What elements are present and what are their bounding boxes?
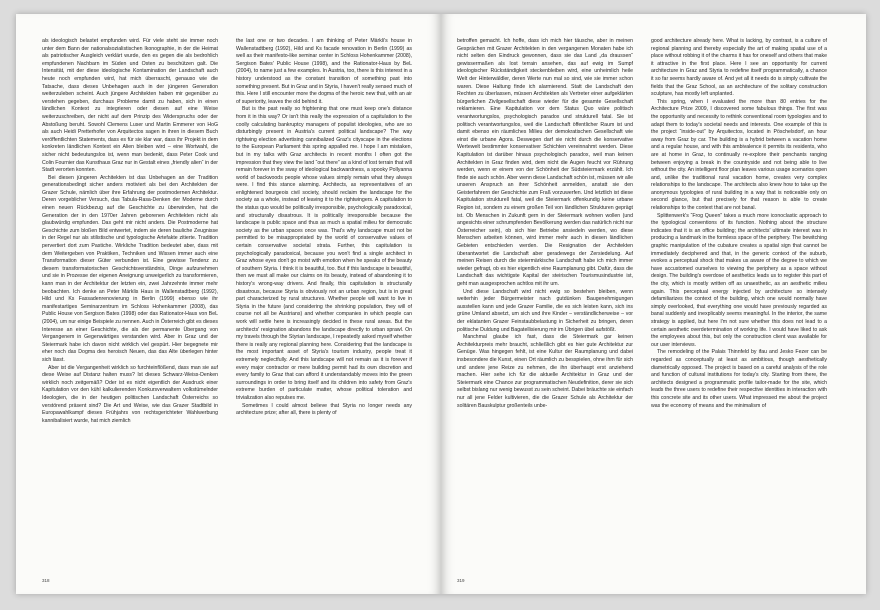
book-spread [16,14,866,594]
paragraph: Bei diesen jüngeren Architekten ist das Unbehagen an der Tradition generationsbedingt sicher anders motiviert als bei den Architekten der Grazer Schule, nämlich über ihre Erfahrung der postmodernen Architektur. Deren vorgeblicher Versuch, das Tabula-Rasa-Denken der Moderne durch einen neuen Rückbezug auf die Geschichte zu überwinden, hat die Generation der in den 1970er Jahren geborenen Architekten nicht als glaubwürdig empfunden. Das geht mir nicht anders. Die Postmoderne hat Geschichte zum bloßen Bild entwertet, indem sie deren bauliche Zeugnisse in der Regel nur als stilistische und typologische Artefakte zitierte. Tradition pervertiert dort zum Pastiche. Wirkliche Tradition bedeutet aber, dass mit dem Weitergeben von Praktiken, Techniken und Wissen immer auch eine Transformation dieser Güter verbunden ist. Eine gewisse Tendenz zu diesem transformatorischen Geschichtsverständnis, Dinge aufzunehmen und sie in Prozesse der eigenen Aneignung unweigerlich zu transformieren, kann man in der Architektur der letzten ein, zwei Jahrzehnte immer mehr beobachten. Ich denke an Peter Märklis Haus in Wallenstadtberg (1992), Hild und Ks Fassadenrenovierung in Berlin (1999) ebenso wie ihr manifestartiges Seminarzentrum im Schloss Hohenkammer (2008), das Public House von Sergison Bates (1998) oder das Rationator-Haus von BeL (2004), um nur einige Beispiele zu nennen. Auch in Österreich gibt es dieses Interesse an einer Geschichte, die als der permanente Übergang von Vergangenem in Gegenwärtiges verstanden wird. Aber in Graz und der Steiermark habe ich davon nicht wirklich viel gespürt. Hier begegnete mir eher noch das Dogma des heroisch Neuen, das das Alte überlegen hinter sich lässt. [42,174,218,363]
paragraph: Und diese Landschaft wird nicht ewig so bestehen bleiben, wenn weiterhin jeder Bürgermeister nach gutdünken Baugenehmigungen ausstellen kann und jede Grazer Familie, die es sich leisten kann, sich ins grüne Umland absetzt, um sich und ihre Kinder – verständlicherweise – vor der eklatanten Grazer Feinstaubbelastung in Sicherheit zu bringen, deren politische Duldung und Bagatellisierung mir im Übrigen übel aufstößt. [457,288,633,333]
left-page-english-column [236,38,412,568]
paragraph: Aber ist die Vergangenheit wirklich so furchteinflößend, dass man sie auf diese Weise auf Distanz halten muss? Ist dieses Schwarz-Weiss-Denken wirklich noch zeitgemäß? Oder ist es nicht eigentlich der Ausdruck einer Kapitulation vor den kühl kalkulierenden Konkursverwaltern volkstümelnder Ideologien, die in der heutigen politischen Landschaft Österreichs so verstörend präsent sind? Die Art und Weise, wie das Grazer Stadtbild in Europawahlkampf dieses Frühjahrs von rechtsgerichteter Wahlwerbung kannibalisiert wurde, hat mich ziemlich [42,364,218,424]
paragraph: Manchmal glaube ich fast, dass die Steiermark gar keinen Architekturpreis mehr braucht, schließlich gibt es hier gute Architektur zur Genüge. Was hingegen fehlt, ist eine Kultur der Raumplanung und dabei insbesondere die Kunst, einen Ort räumlich zu besspielen, ohne ihm für sich und andere jene Reize zu nehmen, die ihn überhaupt erst anziehend machen. Hier sehe ich für die aktuelle Architektur in Graz und der Steiermark eine Chance zur programmatischen Neudefinition, derer sie sich selbst bislang nur wenig bewusst zu sein scheint. Dabei bräuchte sie einfach nur all jene Felder kultivieren, die die Grazer Schule als Architektur der solitären Bauskulptur großenteils unbe- [457,334,633,409]
paragraph: betroffen gemacht. Ich hoffe, dass ich mich hier täusche, aber in meinen Gesprächen mit Grazer Architekten in den vergangenen Monaten habe ich nicht selten den Eindruck gewonnen, dass sie das Land „da draussen“ gewissermaßen als lost terrain ansehen, das auf ewig im Sumpf ideologischer Rückständigkeit steckenbleiben wird, eine unheimlich heile Welt der Hinterwäldler, deren Werte nun mal so sind, wie sie immer schon waren. Diese Haltung finde ich alarmierend. Statt die Landschaft den Rechten zu überlassen, müssen Architekten als Vertreter einer aufgeklärten bürgerlichen Zivilgesellschaft diese wieder für die gesamte Gesellschaft reklamieren. Eine Kapitulation vor dem Status Quo wäre politisch verantwortungslos, psychologisch paradox und strukturell fatal. Sie ist politisch verantwortungslos, weil die Landschaft öffentlicher Raum ist und damit ebenso ein räumliches Milieu der demokratischen Gesellschaft wie einst die urbane Agora. Deswegen darf sie nicht durch die konservative Wertewelt bestimmter konservativer Schichten vereinnahmt werden. Diese Kapitulation ist darüber hinaus psychologisch paradox, weil man keinen Architekten in Graz finden wird, dem nicht die Augen feucht vor Rührung werden, wenn er einem von der Schönheit der Südsteiermark erzählt. Ich finde sie auch schön. Aber wenn diese Landschaft schön ist, müssen wir alle unseren Anspruch an ihrer Schönheit anmelden, anstatt sie den Geisterfahrern der Geschichte zum Fraß vorzuwerfen. Und letztlich ist diese Kapitulation strukturell fatal, weil die Steiermark offenkundig keine urbane Region ist, sondern zu einem großen Teil von ländlichen Strukturen geprägt ist. Ob Menschen in Zukunft gern in der Steiermark wohnen wollen (und angesichts einer schrumpfenden Bevölkerung werden das natürlich nicht nur Österreicher sein), ob sich hier Betriebe ansiedeln werden, wo diese Menschen arbeiten können, wird immer mehr auch in diesen ländlichen Gebieten entschieden werden. Die Resignation der Architekten überantwortet die Landschaft aber geradewegs der Zersiedelung. Auf meinen Reisen durch die steiermärkische Landschaft habe ich mich immer wieder gefragt, ob es hier eigentlich eine Raumplanung gibt. Dafür, dass die Landschaft das wichtigste Kapital der steirischen Tourismusindustrie ist, geht man ausgesprochen achtlos mit ihr um. [457,38,633,287]
left-page-german-column [42,38,218,568]
paragraph: But is the past really so frightening that one must keep one's distance from it in this way? Or isn't this really the expression of a capitulation to the coolly calculating bankruptcy managers of populist ideologies, who are so disturbingly present in Austria's current political landscape? The way rightwing election advertising cannibalized Graz's cityscape in the elections to the European Parliament this spring appalled me. I hope I am mistaken, but in my talks with Graz architects in recent months I often got the impression that they view the land “out there” as a kind of lost terrain that will remain forever in the sway of ideological backwardness, a spooky Pollyanna world of backwoods people whose values simply remain what they always were. I find this stance alarming. Architects, as representatives of an enlightened bourgeois civil society, should reclaim the landscape for the society as a whole, instead of leaving it to the rightwingers. A capitulation to the status quo would be politically irresponsible, psychologically paradoxical, and structurally disastrous. It is politically irresponsible because the landscape is public space and thus as much a spatial milieu for democratic society as the urban spaces once was. That's why landscape must not be permitted to be misappropriated by the world of conservative values of certain conservative societal strata. Further, this capitulation is psychologically paradoxical, because you won't find a single architect in Graz whose eyes don't go moist with emotion when he speaks of the beauty of southern Styria. I think it is beautiful, too. But if this landscape is beautiful, then we must all make our claims on its beauty, instead of abandoning it to history's wrong-way drivers. And finally, this capitulation is structurally disastrous, because Styria is obviously not an urban region, but is in great part characterized by rural structures. Whether people will want to live in Styria in the future (and considering the shrinking population, they will of course not all be Austrians) and whether companies in which people can work will settle here is increasingly decided in these rural areas. But the architects' resignation abandons the landscape directly to urban sprawl. On my travels through the Styrian landscape, I repeatedly asked myself whether there is really any regional planning here. Considering that the landscape is the most important asset of Styria's tourism industry, people treat it extremely neglectfully. And this landscape will not remain as it is forever if every major contractor or mere building permit had its own discretion and every family to Graz that can afford it understandably moves into the green surroundings in order to bring itself and its children into safety from Graz's extreme burden of particulate matter, whose political toleration and trivialization also repulses me. [236,106,412,401]
paragraph: This spring, when I evaluated the more than 80 entries for the Architecture Prize 2009, I discovered some fabulous things. The first was the opportunity and necessity to rethink conventional room typologies and to adapt them to today's societal needs and interests. One example of this is the project “inside-out” by Arquitectos, located in Pöschelsdorf, an hour away from Graz by car. The building is a hybrid between a vacation home and a regular house, and with this ambivalence it permits its residents, who are at home in Graz, to continually re-explore their penchants ranging between enjoying a break in the countryside and not being able to live without the city. An intelligent floor plan leaves various usage scenarios open and, unlike the traditional rural vacation home, creates very complex relationships to the landscape. The architects also knew how to take up the anonymous typologies of rural building in a way that is noticeable only on second glance, but that precisely for that reason is able to create relationships to the context that are not banal. [651,98,827,212]
right-page-english-column [651,38,827,568]
paragraph: Sometimes I could almost believe that Styria no longer needs any architecture prize; after all, there is plenty of [236,402,412,417]
page-number: 319 [457,578,465,583]
left-page [16,14,441,594]
paragraph: The remodeling of the Palais Thinnfeld by ifau and Jesko Fezer can be regarded as conceptually at least as ambitious, though aesthetically diametrically opposed. The project is based on a careful analysis of the role and function of cultural institutions for today's city. Starting from there, the architects designed a programmatic profile tailor-made for the site, which leads the three users to redefine their respective identities in interaction with this concrete site and its other users. What impressed me about the project was the economy of means and the minimalism of [651,349,827,409]
page-number: 318 [42,578,50,583]
paragraph: Splittenwerk's “Frog Queen” takes a much more iconoclastic approach to the typological conventions of its function. Nothing about the structure indicates that it is an office building; the architects' ultimate interest was in producing a landmark in the formless space of the periphery. The bewitching graphic manipulation of the cubature creates a spatial sign that cannot be immediately deciphered and that, in the generic context of the suburb, evokes a perceptual shock that makes us aware of the degree to which we have accustomed ourselves to viewing the periphery as a space without design. The building's overdose of aesthetics leads us to register this part of the city, which is mostly written off as unaesthetic, as an aesthetic milieu again. This perceptual energy injected by architecture so intensely defamiliarizes the context of the building, which one would normally have simply overlooked, that everything one would have previously regarded as banal suddenly and inexplicably seems meaningful. In the interior, the same strategy is applied, but here I'm not sure whether this does not lead to a certain aesthetic overdetermination of working life. I would have liked to ask the employees about this, but only the construction client was available for our user interviews. [651,212,827,348]
right-page-german-column [457,38,633,568]
paragraph: als ideologisch belastet empfunden wird. Für viele steht sie immer noch unter dem Bann der nationalsozialistischen Ikonographie, in der die Heimat als patriotischer Ausgleich verklärt wurde, den es gegen die als bedrohlich empfundenen Nachbarn im Süden und Osten zu beschützen galt. Die Intensität, mit der diese ideologische Kontamination der Landschaft auch heute noch empfunden wird, hat mich überrascht, genauso wie die Tatsache, dass dieses Unbehagen auch in der jüngeren Generation weiterzuleben scheint. Auch jüngere Architekten haben mir gegenüber zu verstehen gegeben, durchaus Probleme damit zu haben, sich in einen ländlichen Kontext zu integrieren oder diesen auf eine Weise weiterzuschreiben, der nicht auf dem Prinzip des Widerspruchs oder der Abstoßung beruht. Sowohl Clemens Luser und Martin Emmerer von HoG als auch Heidi Pretterhofer von Arquitectos sagen in ihren in diesem Buch veröffentlichten Statements, dass es für sie klar war, dass ihr Projekt in dem konkreten ländlichen Kontext ein Alien bleiben wird – eine Wortwahl, die sicher nicht bedeutungslos ist, wenn man bedenkt, dass Peter Cook und Colin Fournier das Kunsthaus Graz nur in Gestalt eines „friendly alien“ in der Stadt verorten konnten. [42,38,218,174]
paragraph: good architecture already here. What is lacking, by contrast, is a culture of regional planning and thereby especially the art of making spatial use of a place without robbing it of the charms it has for oneself and others that make it attractive in the first place. Here I see an opportunity for current architecture in Graz and Styria to redefine itself programmatically, a chance it so far seems hardly aware of. And yet all it needs do is simply cultivate the fields that the Graz School, as an architecture of the solitary construction sculpture, has mostly left unplanted. [651,38,827,98]
right-page [441,14,866,594]
paragraph: the last one or two decades. I am thinking of Peter Märkli's house in Wallenstadtberg (1992), Hild and Ks facade renovation in Berlin (1999) as well as their manifesto-like seminar center in Schloss Hohenkammer (2008), Sergison Bates' Public House (1998), and the Rationator-Haus by BeL (2004), to name just a few examples. In Austria, too, there is this interest in a history understood as the constant transition of something past into something present. But in Graz and in Styria, I haven't really sensed much of this. Here I still encounter more the dogma of the heroic new that, with an air of superiority, leaves the old behind it. [236,38,412,105]
